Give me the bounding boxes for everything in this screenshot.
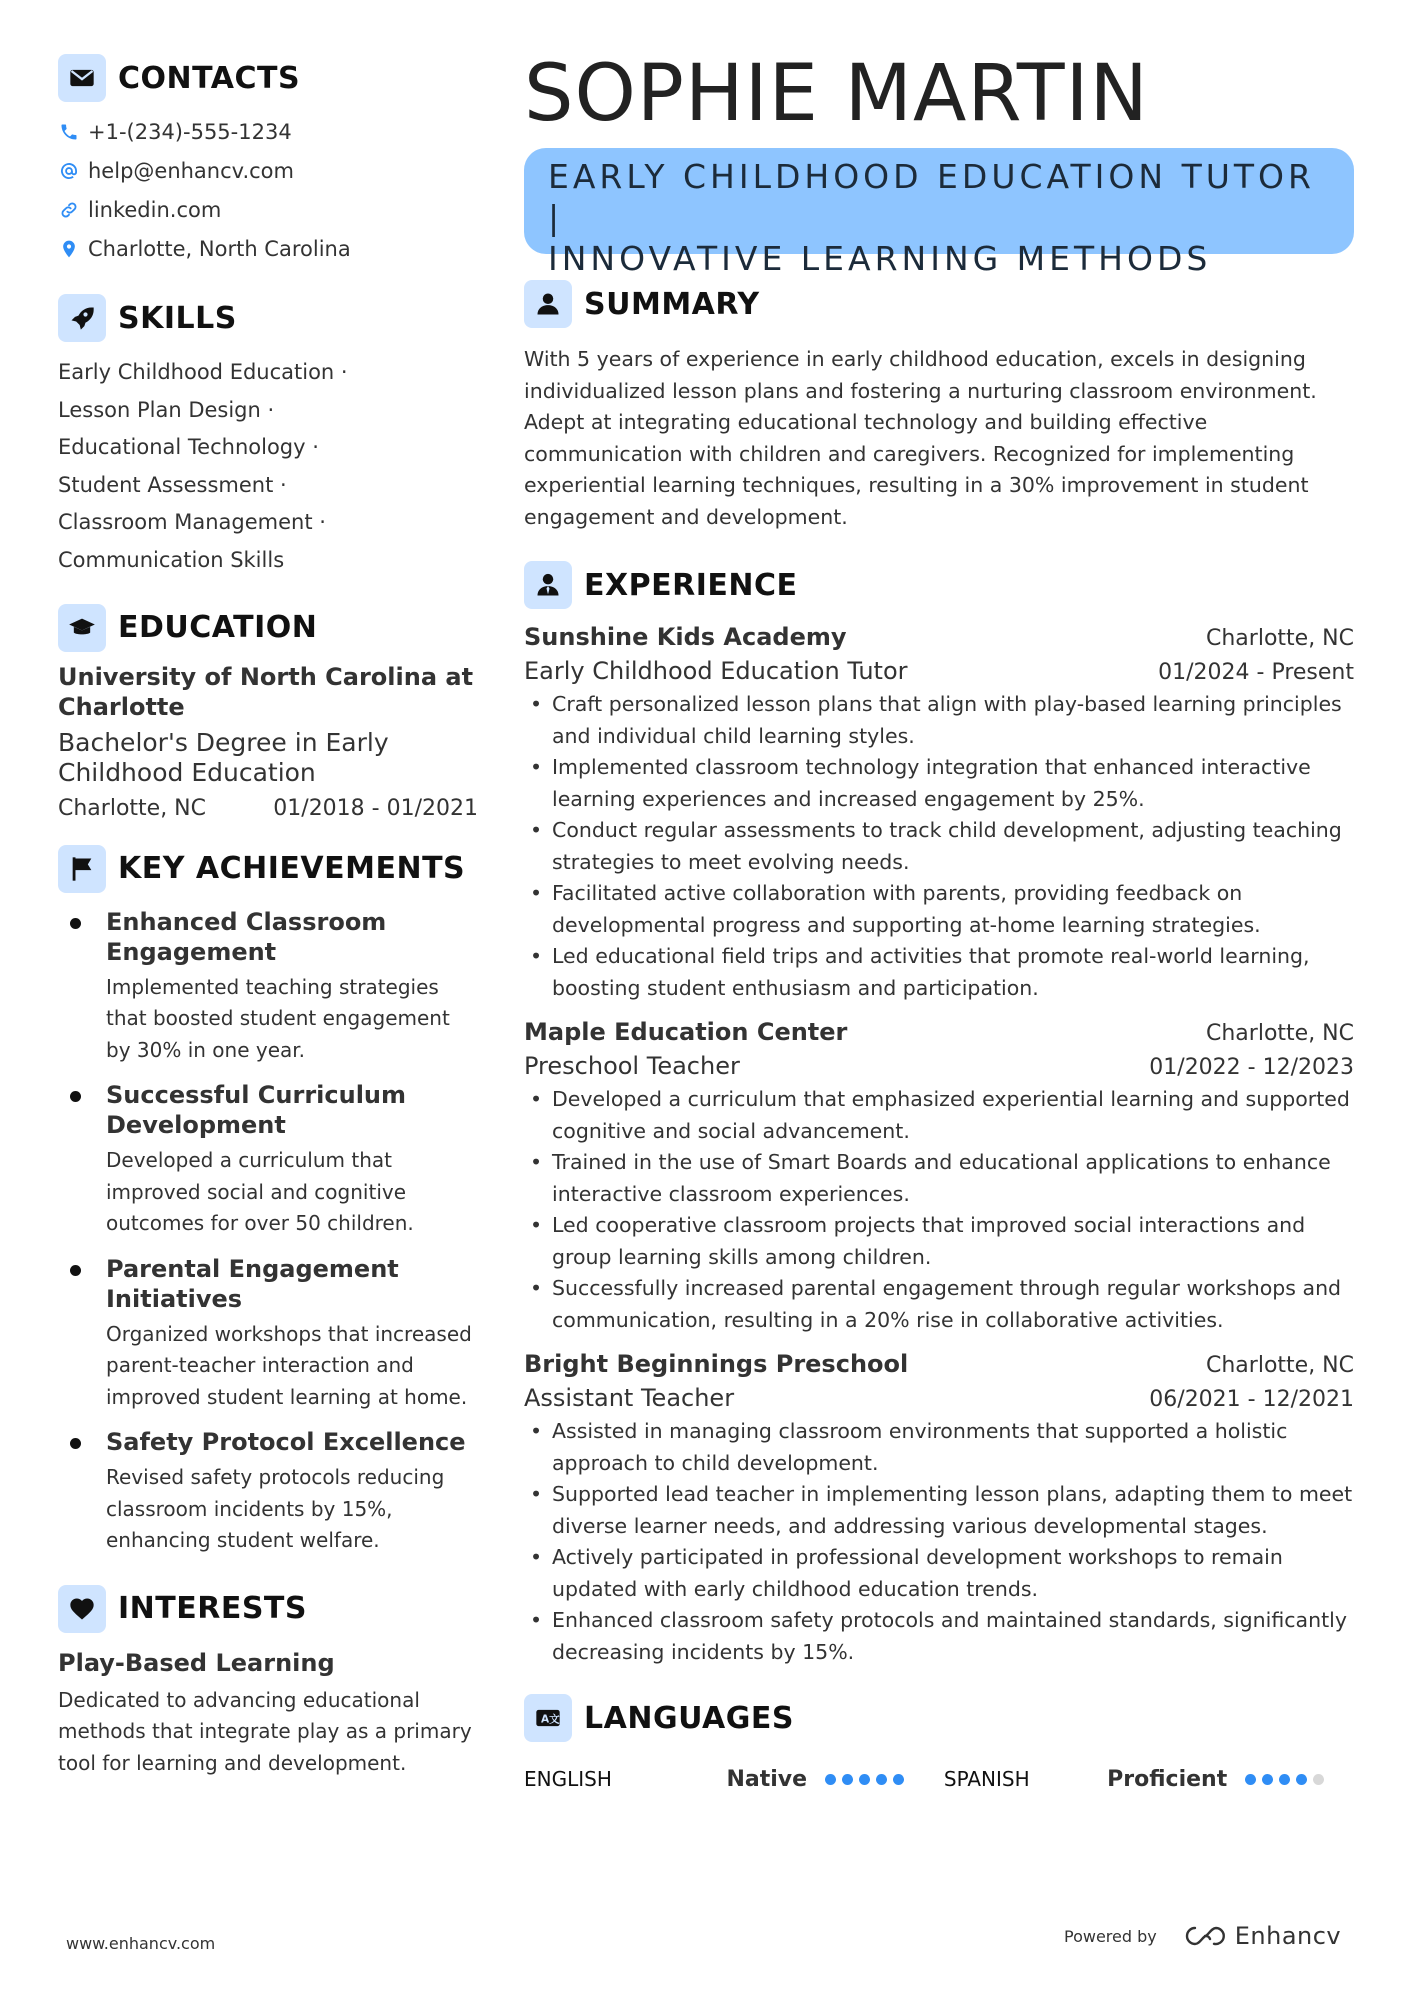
contact-location [58, 229, 478, 268]
achievement-title: Parental Engagement Initiatives [106, 1254, 399, 1313]
achievement-title: Enhanced Classroom Engagement [106, 907, 387, 966]
job-bullet: • Enhanced classroom safety protocols and maintained standards, significantly decreasing incidents by 15%. [524, 1605, 1354, 1668]
map-pin-icon [58, 238, 80, 260]
job-dates: 01/2024 - Present [1158, 660, 1354, 685]
education-header [58, 604, 478, 652]
achievement-desc: Implemented teaching strategies that boosted student engagement by 30% in one year. [106, 974, 450, 1062]
job-bullets [524, 1084, 1354, 1336]
skill-item: Student Assessment · [58, 472, 287, 497]
job-location: Charlotte, NC [1206, 1353, 1354, 1378]
skill-item: Early Childhood Education · [58, 360, 348, 384]
summary-header [524, 280, 1354, 328]
contact-phone [58, 112, 478, 151]
job-bullet: • Craft personalized lesson plans that align with play-based learning principles and individual child learning styles. [524, 689, 1354, 752]
user-tie-icon [524, 561, 572, 609]
language-name: SPANISH [943, 1767, 1030, 1791]
headline-line-1: EARLY CHILDHOOD EDUCATION TUTOR | [548, 157, 1315, 237]
achievement-title: Successful Curriculum Development [106, 1081, 407, 1140]
languages-title: LANGUAGES [584, 1700, 794, 1736]
skill-item: Communication Skills [58, 547, 285, 572]
achievements-header [58, 845, 478, 893]
job-entry [524, 1350, 1354, 1668]
education-degree: Bachelor's Degree in Early Childhood Education [58, 727, 389, 787]
job-bullet: • Successfully increased parental engagement through regular workshops and communication, resulting in a 20% rise in collaborative activities. [524, 1273, 1354, 1336]
job-bullet: • Trained in the use of Smart Boards and educational applications to enhance interactive classroom experiences. [524, 1147, 1354, 1210]
contacts-section [58, 54, 478, 268]
job-location: Charlotte, NC [1206, 626, 1354, 651]
achievement-desc: Revised safety protocols reducing classroom incidents by 15%, enhancing student welfare. [106, 1465, 445, 1553]
job-bullet: • Supported lead teacher in implementing lesson plans, adapting them to meet diverse learner needs, and addressing various developmental stages. [524, 1479, 1354, 1542]
rating-dot-filled [1262, 1774, 1273, 1785]
education-title: EDUCATION [118, 610, 318, 646]
user-icon [524, 280, 572, 328]
achievements-section [58, 845, 478, 1557]
language-name: ENGLISH [524, 1767, 612, 1791]
job-dates: 06/2021 - 12/2021 [1149, 1387, 1354, 1412]
enhancv-brand: Enhancv [1234, 1922, 1342, 1950]
footer-branding [1064, 1922, 1341, 1950]
envelope-icon [58, 54, 106, 102]
headline-line-2: INNOVATIVE LEARNING METHODS [548, 239, 1212, 278]
job-bullet: • Facilitated active collaboration with parents, providing feedback on developmental progress and supporting at-home learning strategies. [524, 878, 1354, 941]
rating-dot-filled [825, 1774, 836, 1785]
achievement-title: Safety Protocol Excellence [106, 1428, 466, 1457]
interest-desc: Dedicated to advancing educational methods that integrate play as a primary tool for learning and development. [58, 1687, 472, 1775]
job-company: Sunshine Kids Academy [524, 623, 847, 651]
contacts-header [58, 54, 478, 102]
heart-icon [58, 1585, 106, 1633]
rating-dot-filled [893, 1774, 904, 1785]
experience-title: EXPERIENCE [584, 567, 798, 603]
achievement-item [58, 1080, 478, 1240]
contacts-title: CONTACTS [118, 60, 301, 96]
interests-section [58, 1585, 478, 1780]
summary-text: With 5 years of experience in early childhood education, excels in designing individualized lesson plans and fostering a nurturing classroom environment. Adept at integrating educational technology and building effective communication with children and caregivers. Recognized for implementing experiential learning techniques, resulting in a 30% improvement in student engagement and development. [524, 347, 1317, 529]
skills-section [58, 294, 478, 580]
footer-website[interactable]: www.enhancv.com [66, 1934, 216, 1953]
contact-email [58, 151, 478, 190]
interests-header [58, 1585, 478, 1633]
language-level: Proficient [1107, 1766, 1228, 1792]
phone-icon [58, 121, 80, 143]
job-bullet: • Led educational field trips and activities that promote real-world learning, boosting student enthusiasm and participation. [524, 941, 1354, 1004]
right-column [524, 50, 1354, 1794]
rating-dot-filled [842, 1774, 853, 1785]
language-rating [1245, 1774, 1354, 1785]
graduation-cap-icon [58, 604, 106, 652]
job-dates: 01/2022 - 12/2023 [1149, 1055, 1354, 1080]
achievement-item [58, 1427, 478, 1557]
job-entry [524, 1018, 1354, 1336]
education-meta [58, 796, 478, 821]
job-role: Assistant Teacher [524, 1384, 735, 1412]
education-dates: 01/2018 - 01/2021 [273, 795, 478, 821]
job-bullet: • Actively participated in professional development workshops to remain updated with early childhood education trends. [524, 1542, 1354, 1605]
job-bullets [524, 1416, 1354, 1668]
powered-by-text: Powered by [1064, 1926, 1157, 1946]
email-text[interactable]: help@enhancv.com [88, 158, 294, 183]
rating-dot-filled [1245, 1774, 1256, 1785]
education-location: Charlotte, NC [58, 795, 206, 821]
summary-section [524, 280, 1354, 533]
rating-dot-filled [1296, 1774, 1307, 1785]
achievement-desc: Developed a curriculum that improved social and cognitive outcomes for over 50 children. [106, 1148, 414, 1236]
headline-box [524, 148, 1354, 278]
rating-dot-filled [1279, 1774, 1290, 1785]
job-bullets [524, 689, 1354, 1004]
left-column [58, 54, 478, 1779]
achievements-title: KEY ACHIEVEMENTS [118, 851, 466, 887]
job-role: Preschool Teacher [524, 1052, 740, 1080]
achievement-item [58, 907, 478, 1067]
achievement-desc: Organized workshops that increased parent-teacher interaction and improved student learning at home. [106, 1321, 472, 1409]
contact-linkedin [58, 190, 478, 229]
job-bullet: • Developed a curriculum that emphasized experiential learning and supported cognitive and social advancement. [524, 1084, 1354, 1147]
interest-title: Play-Based Learning [58, 1648, 335, 1677]
skills-header [58, 294, 478, 342]
job-company: Bright Beginnings Preschool [524, 1350, 909, 1378]
rating-dot-filled [859, 1774, 870, 1785]
language-rating [825, 1774, 934, 1785]
job-company: Maple Education Center [524, 1018, 848, 1046]
skill-item: Classroom Management · [58, 510, 326, 535]
translate-icon [524, 1694, 572, 1742]
link-icon [58, 199, 80, 221]
language-level: Native [726, 1766, 808, 1792]
achievement-item [58, 1254, 478, 1414]
languages-row [524, 1764, 1354, 1794]
skills-title: SKILLS [118, 300, 237, 336]
svg-text:文: 文 [549, 1713, 560, 1726]
job-entry [524, 623, 1354, 1004]
location-text: Charlotte, North Carolina [88, 236, 351, 261]
job-bullet: • Assisted in managing classroom environments that supported a holistic approach to child development. [524, 1416, 1354, 1479]
experience-header [524, 561, 1354, 609]
rating-dot-empty [1313, 1774, 1324, 1785]
skill-item: Lesson Plan Design · [58, 397, 275, 422]
phone-text[interactable]: +1-(234)-555-1234 [88, 119, 292, 144]
job-bullet: • Led cooperative classroom projects that improved social interactions and group learning skills among children. [524, 1210, 1354, 1273]
job-bullet: • Conduct regular assessments to track child development, adjusting teaching strategies to meet evolving needs. [524, 815, 1354, 878]
summary-title: SUMMARY [584, 286, 760, 322]
education-school: University of North Carolina at Charlotte [58, 662, 474, 721]
education-section [58, 604, 478, 821]
languages-header [524, 1694, 1354, 1742]
enhancv-logo-icon [1181, 1923, 1227, 1949]
linkedin-text[interactable]: linkedin.com [88, 197, 222, 222]
job-role: Early Childhood Education Tutor [524, 657, 908, 685]
skill-item: Educational Technology · [58, 435, 319, 460]
rating-dot-filled [876, 1774, 887, 1785]
flag-icon [58, 845, 106, 893]
at-icon [58, 160, 80, 182]
candidate-name: SOPHIE MARTIN [524, 49, 1149, 139]
experience-section [524, 561, 1354, 1668]
svg-text:A: A [541, 1713, 550, 1726]
languages-section [524, 1694, 1354, 1794]
job-location: Charlotte, NC [1206, 1021, 1354, 1046]
interests-title: INTERESTS [118, 1591, 307, 1627]
rocket-icon [58, 294, 106, 342]
job-bullet: • Implemented classroom technology integration that enhanced interactive learning experiences and increased engagement by 25%. [524, 752, 1354, 815]
